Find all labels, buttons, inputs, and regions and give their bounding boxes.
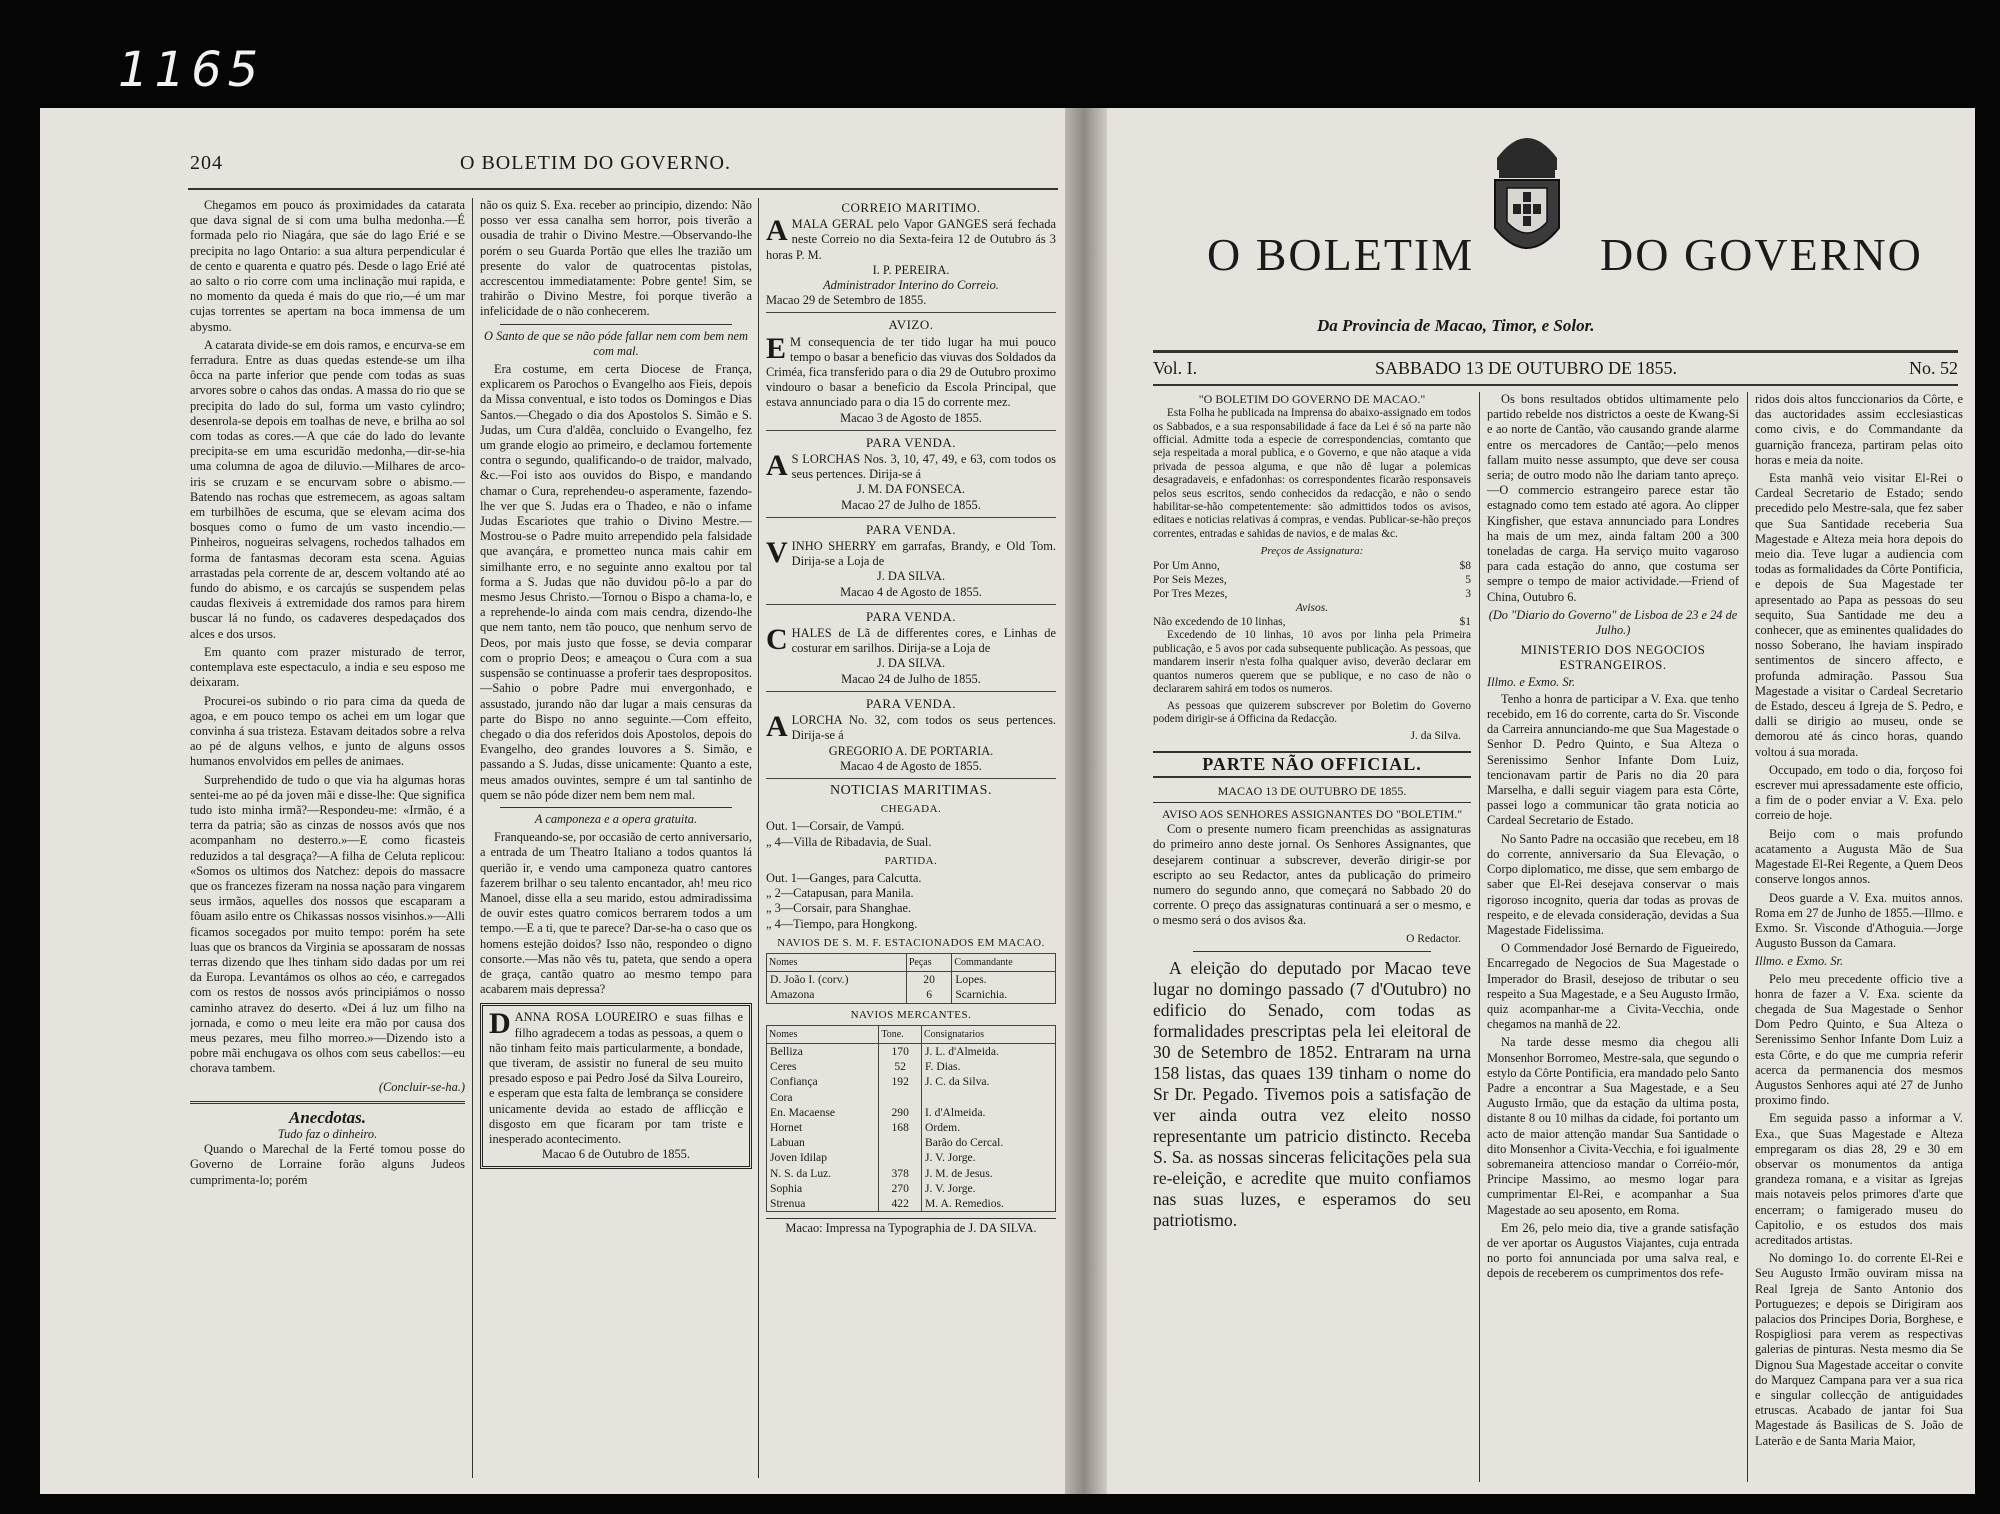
- price-value: $1: [1459, 616, 1471, 629]
- divider: [190, 1101, 465, 1104]
- paragraph: A catarata divide-se em dois ramos, e encurva-se em ferradura. Entre as duas quedas estende-se um ilha ôcca na parte inferior que pende com todas as suas arvores sobre o cahos das ondas. A massa do rio que se precipita do lado do sul, forma um vasto cylindro; desenrola-se depois em toalhas de neve, e brilha ao sol com todas as cores.—A que cáe do lado do levante precipita-se em uma escuridão medonha,—dir-se-hia uma columna de agoa de diluvio.—Milhares de arco-iris se cruzam e se encurvam sobre o abismo.—Batendo nas rochas que estremecem, as agoas saltam em turbilhões de escuma, que se elevam acima dos bosques como o fumo de um vasto incendio.—Pinheiros, nogueiras selvagens, rochedos talhados em forma de fantasmas decoram esta scena. Aguias arrastadas pela corrente de ar, descem voltando até ao fundo do abismo, e os carcajús se suspendem pelas caudas flexiveis á extremidade dos ramos para hirem buscar lá no fundo, os cadaveres despedaçados dos alces e dos ursos.: [190, 337, 465, 641]
- table-header: Consignatarios: [922, 1025, 1056, 1043]
- table-cell: 192: [879, 1074, 922, 1089]
- signature: O Redactor.: [1406, 932, 1461, 945]
- right-col-3: [1755, 392, 1963, 1492]
- section-title: PARTE NÃO OFFICIAL.: [1153, 751, 1471, 778]
- table-header: Nomes: [767, 953, 907, 971]
- section-heading: PARA VENDA.: [865, 521, 957, 537]
- table-cell: Joven Idilap: [767, 1150, 879, 1165]
- prices-title: Preços de Assignatura:: [1260, 545, 1364, 558]
- table-cell: Lopes.: [952, 972, 1056, 988]
- departure-line: „ 3—Corsair, para Shanghae.: [766, 901, 912, 916]
- paragraph: Era costume, em certa Diocese de França, explicarem os Parochos o Evangelho aos Fieis, depois da Missa conventual, e isto todos os Domingos e Dias Santos.—Chegado o dia dos Apostolos S. Simão e S. Judas, um Cura d'aldêa, concluido o Evangelho, fez um grande elogio ao primeiro, e declamou fortemente contra o segundo, qualificando-o de traidor, malvado, &c.—Foi isto aos ouvidos do Bispo, e mandando chamar o Cura, reprehendeu-o asperamente, fazendo-lhe ver que S. Judas era o Thadeo, e não o infame Judas Escariotes que trahio o Divino Mestre.—Mostrou-se o Padre muito arrependido pela falsidade que avançára, e prometteo nunca mais cahir em similhante erro, e no seguinte anno exaltou por tal forma a S. Judas que não duvidou pô-lo a par do mesmo Jesus Christo.—Tornou o Bispo a chama-lo, e a reprehende-lo ainda com mais cendra, dizendo-lhe que nem tanto, nem tão pouco, que nenhum servo de Deos, por mais justo que fosse, se devia comparar com o proprio Deos; e ameaçou o Cura com a sua suspensão se continuasse a proferir taes despropositos.—Sahio o pobre Padre mui envergonhado, e assustado, jurando não dar lugar a mais censuras da parte do Bispo no anno seguinte.—Com effeito, chegado o dia dos referidos dois Apostolos, depois do Evangelho, deo grandes louvores a S. Simão, e passando a S. Judas, disse unicamente: Quanto a este, meus amados ouvintes, sempre é um tal santinho de quem se não póde dizer nem bem nem mal.: [480, 362, 752, 802]
- signature-role: Administrador Interino do Correio.: [823, 278, 999, 293]
- masthead-title-left: O BOLETIM: [1207, 229, 1475, 280]
- paragraph: Esta Folha he publicada na Imprensa do abaixo-assignado em todos os Sabbados, e a sua responsabilidade á face da Lei é só na parte não official. Admitte toda a especie de correspondencias, comtanto que seja respeitada a moral publica, e o Governo, e que não ataque a vida privada de pessoa alguma, e que não dê lugar a polemicas desagradaveis, e enfadonhas: os correspondentes ficarão responsaveis pelos seus escritos, sendo conhecidos da redacção, e não o sendo habilitar-se-hão competentemente: são admittidos todos os avisos, editaes e noticias relativas á compras, e vendas. Publicar-se-hão preços correntes, entradas e sahidas de navios, e de malas &c.: [1153, 407, 1471, 540]
- price-list: [1153, 559, 1471, 629]
- arrival-line: Out. 1—Corsair, de Vampú.: [766, 819, 905, 834]
- paragraph: No Santo Padre na occasião que recebeu, em 18 do corrente, anniversario da Sua Elevação, o Corpo diplomatico, me disse, que sem embargo de saber que El-Rei desejava conservar o mais rigoroso incognito, queria dar todas as provas de respeito, e de elevada consideração, devidas a Sua Magestade Fidelissima.: [1487, 831, 1739, 937]
- aviso-title: AVISO AOS SENHORES ASSIGNANTES DO "BOLETIM.": [1161, 806, 1463, 821]
- macao-date: MACAO 13 DE OUTUBRO DE 1855.: [1153, 784, 1471, 803]
- royal-crest-icon: [1477, 118, 1577, 278]
- sale-notice: [766, 696, 1056, 779]
- departure-line: Out. 1—Ganges, para Calcutta.: [766, 870, 922, 885]
- table-cell: Hornet: [767, 1120, 879, 1135]
- sub-heading: CHEGADA.: [880, 803, 942, 816]
- table-cell: D. João I. (corv.): [767, 972, 907, 988]
- paragraph: ridos dois altos funccionarios da Côrte, e das auctoridades assim ecclesiasticas como civis, e do Commandante da guarnição franceza, partiram pelas oito horas e meia da noite.: [1755, 392, 1963, 467]
- salutation: Illmo. e Exmo. Sr.: [1487, 674, 1576, 689]
- table-cell: 168: [879, 1120, 922, 1135]
- column-rule: [1747, 392, 1748, 1482]
- table-row: [767, 1059, 1056, 1074]
- table-row: [767, 1105, 1056, 1120]
- table-cell: 170: [879, 1043, 922, 1059]
- table-row: [767, 1090, 1056, 1105]
- table-header: Tone.: [879, 1025, 922, 1043]
- notice-date: Macao 29 de Setembro de 1855.: [766, 293, 927, 308]
- issue-date: SABBADO 13 DE OUTUBRO DE 1855.: [1375, 358, 1678, 378]
- left-col-1: [190, 198, 465, 1488]
- drop-cap: A: [766, 710, 788, 744]
- table-row: [767, 987, 1056, 1003]
- avisos-label: Avisos.: [1295, 602, 1329, 615]
- departure-line: „ 4—Tiempo, para Hongkong.: [766, 916, 918, 931]
- table-cell: J. C. da Silva.: [922, 1074, 1056, 1089]
- notice-text: LORCHA No. 32, com todos os seus pertences. Dirija-se á: [791, 713, 1056, 743]
- table-cell: Sophia: [767, 1181, 879, 1196]
- paragraph: Os bons resultados obtidos ultimamente pelo partido rebelde nos districtos a oeste de Kwang-Si e ao norte de Cantão, vão causando grande alarme entre os mercadores de Cantão;—pelo menos fallam muito nesse assumpto, que deve ser cousa seria; de outro modo não lhe dariam tanto apreço.—O commercio estrangeiro parece estar tão estagnado como tem estado até agora. Ao clipper Kingfisher, que estava annunciado para Londres ha mais de um mez, ainda faltam 200 a 300 toneladas de carga. Ha serviço muito vagaroso para cada estação do anno, que costuma ser sempre o tempo de maior actividade.—Friend of China, Outubro 6.: [1487, 392, 1739, 604]
- table-cell: Ordem.: [922, 1120, 1056, 1135]
- table-row: [767, 1196, 1056, 1212]
- drop-cap: D: [489, 1007, 511, 1041]
- price-row: [1153, 615, 1471, 629]
- signature: J. M. DA FONSECA.: [856, 482, 966, 497]
- price-label: Por Um Anno,: [1153, 560, 1220, 573]
- story-title: O Santo de que se não póde fallar nem com bem nem com mal.: [484, 328, 748, 358]
- paragraph: Procurei-os subindo o rio para cima da queda de agoa, e em pouco tempo os achei em um logar que convinha á sua tristeza. Estavam deitados sobre a relva ao pé de alguns velhos, e junto de alguns ossos humanos envolvidos em pelles de animaes.: [190, 693, 465, 769]
- avisos-title: [1153, 601, 1471, 615]
- table-cell: Barão do Cercal.: [922, 1135, 1056, 1150]
- table-cell: En. Macaense: [767, 1105, 879, 1120]
- table-cell: Cora: [767, 1090, 879, 1105]
- price-label: Por Seis Mezes,: [1153, 574, 1227, 587]
- paragraph: Chegamos em pouco ás proximidades da catarata que dava signal de si com uma bulha medonha.—É formada pelo rio Niagára, que sáe do lago Erié e se precipita no lago Ontario: a sua altura perpendicular é de cento e quarenta e quatro pés. Desde o lago Erié até ao salto o rio corre com uma inclinação mui rapida, e no momento da queda é mais do que rio,—é um mar cujas torrentes se apertam na boca immensa de um abysmo.: [190, 198, 465, 334]
- table-cell: 422: [879, 1196, 922, 1212]
- masthead-rule: [1153, 350, 1958, 353]
- avizo-notice: [766, 317, 1056, 430]
- navy-table: [766, 953, 1056, 1004]
- notice-date: Macao 3 de Agosto de 1855.: [840, 410, 982, 425]
- table-cell: F. Dias.: [922, 1059, 1056, 1074]
- source-note: (Do "Diario do Governo" de Lisboa de 23 e 24 de Julho.): [1488, 607, 1738, 638]
- departure-line: „ 2—Catapusan, para Manila.: [766, 886, 914, 901]
- section-heading: PARA VENDA.: [865, 608, 957, 624]
- price-label: Por Tres Mezes,: [1153, 588, 1228, 601]
- table-header: Nomes: [767, 1025, 879, 1043]
- newspaper-spread: [40, 108, 1975, 1494]
- sale-notice: [766, 522, 1056, 605]
- table-cell: Strenua: [767, 1196, 879, 1212]
- paragraph: Tenho a honra de participar a V. Exa. que tenho recebido, em 16 do corrente, carta do Sr. Visconde da Carreira annunciando-me que Sua Magestade o Senhor D. Pedro Quinto, e Sua Alteza o Serenissimo Senhor Infante Dom Luiz, tencionavam partir de Paris no dia 20 para Marselha, e dalli seguir viagem para esta Côrte, passei logo a communicar tão grata noticia ao Cardeal Secretario de Estado.: [1487, 691, 1739, 828]
- imprint: Macao: Impressa na Typographia de J. DA SILVA.: [766, 1218, 1056, 1236]
- drop-cap: C: [766, 623, 788, 657]
- notice-text: S LORCHAS Nos. 3, 10, 47, 49, e 63, com todos os seus pertences. Dirija-se á: [791, 452, 1056, 482]
- table-cell: N. S. da Luz.: [767, 1166, 879, 1181]
- drop-cap: V: [766, 536, 788, 570]
- paragraph: Beijo com o mais profundo acatamento a Augusta Mão de Sua Magestade El-Rei Regente, a Quem Deos conserve longos annos.: [1755, 826, 1963, 887]
- signature: J. da Silva.: [1410, 730, 1461, 743]
- left-page: [40, 108, 1065, 1494]
- price-row: [1153, 559, 1471, 573]
- table-cell: [922, 1090, 1056, 1105]
- notice-text: HALES de Lã de differentes cores, e Linhas de costurar em sarilhos. Dirija-se a Loja de: [791, 626, 1056, 656]
- table-cell: I. d'Almeida.: [922, 1105, 1056, 1120]
- masthead-subtitle: Da Provincia de Macao, Timor, e Solor.: [1317, 316, 1595, 335]
- merchant-table: [766, 1025, 1056, 1212]
- table-cell: 270: [879, 1181, 922, 1196]
- section-heading: PARA VENDA.: [865, 434, 957, 450]
- masthead-title-right: DO GOVERNO: [1600, 229, 1923, 280]
- table-row: [767, 1074, 1056, 1089]
- drop-cap: A: [766, 214, 788, 248]
- table-cell: 6: [906, 987, 951, 1003]
- notice-text: M consequencia de ter tido lugar ha mui pouco tempo o basar a beneficio das viuvas dos Soldados da Criméa, fica transferido para o dia 29 de Outubro proximo vindouro o basar a beneficio da Escola Principal, que estava annunciado para o dia 15 do corrente mez.: [766, 334, 1056, 410]
- reel-number: 1165: [118, 42, 265, 98]
- drop-cap: A: [766, 449, 788, 483]
- notice-text: ANNA ROSA LOUREIRO e suas filhas e filho agradecem a todas as pessoas, a quem o não tinham feito mais particularmente, a bondade, que tiveram, de assistir no funeral de seu muito presado esposo e pai Pedro José da Silva Loureiro, e esperam que esta falta de lembrança se considere unicamente devida ao estado de afflicção e disgosto em que ficaram por tam triste e inesperado acontecimento.: [489, 1010, 743, 1146]
- sub-heading: NAVIOS DE S. M. F. ESTACIONADOS EM MACAO.: [777, 936, 1045, 949]
- volume: Vol. I.: [1153, 358, 1198, 378]
- sale-notice: [766, 609, 1056, 692]
- continued-note: (Concluir-se-ha.): [378, 1079, 465, 1094]
- left-col-3: [766, 196, 1056, 1486]
- price-value: $8: [1459, 560, 1471, 573]
- story-title: A camponeza e a opera gratuita.: [534, 811, 698, 826]
- election-article: [1153, 958, 1471, 1231]
- paragraph: Com o presente numero ficam preenchidas as assignaturas do primeiro anno deste jornal. Os Senhores Assignantes, que desejarem continuar a subscrever, deverão dirigir-se por escripto ao seu Redactor, antes da publicação do primeiro numero do segundo anno, que começará no Sabbado 20 do corrente. O preço das assignaturas continuará a ser o mesmo, e o mesmo será o dos avisos &a.: [1153, 822, 1471, 928]
- table-row: [767, 1150, 1056, 1165]
- left-col-2: [480, 198, 752, 1488]
- table-cell: Labuan: [767, 1135, 879, 1150]
- paragraph: Em quanto com prazer misturado de terror, contemplava este espectaculo, a india e seu esposo me deixaram.: [190, 644, 465, 690]
- notice-date: Macao 4 de Agosto de 1855.: [840, 584, 982, 599]
- paragraph: As pessoas que quizerem subscrever por Boletim do Governo podem dirigir-se á Officina da Redacção.: [1153, 699, 1471, 725]
- signature: I. P. PEREIRA.: [872, 262, 950, 277]
- table-cell: 52: [879, 1059, 922, 1074]
- paragraph: No domingo 1o. do corrente El-Rei e Seu Augusto Irmão ouviram missa na Real Igreja de Santo Antonio dos Portuguezes; e depois se Dirigiram aos palacios dos Principes Doria, Borghese, e Rospigliosi para verem as respectivas galerias de pinturas. Nesta mesmo dia Se Dignou Sua Magestade acceitar o convite do Marquez Campana para ver a sua rica e singular collecção de antiguidades etruscas. Acabado de jantar foi Sua Magestade ás Basilicas de S. João de Laterão e de Santa Maria Maior,: [1755, 1251, 1963, 1448]
- notice-text: MALA GERAL pelo Vapor GANGES será fechada neste Correio no dia Sexta-feira 12 de Outubro ás 3 horas P. M.: [766, 217, 1056, 262]
- column-rule: [758, 198, 759, 1478]
- notice-date: Macao 27 de Julho de 1855.: [841, 497, 981, 512]
- right-page: [1107, 108, 1975, 1494]
- price-row: [1153, 587, 1471, 601]
- paragraph: Esta manhã veio visitar El-Rei o Cardeal Secretario de Estado; sendo precedido pelo Mestre-sala, que fez saber que Sua Santidade receberia Sua Magestade e Alteza meia hora depois do meio dia. Teve lugar a audiencia com todas as formalidades da Côrte Pontificia, e depois de Sua Magestade ter apresentado ao Papa as pessoas do seu sequito, Sua Santidade me deu a conhecer, que as eminentes qualidades do nosso Soberano, lhe haviam inspirado sentimentos de sincero affecto, e profunda admiração. Passou Sua Magestade a visitar o Cardeal Secretario de Estado, desceu á Igreja de S. Pedro, e dalli se dirigio ao museu, onde se demorou até ás cinco horas, quando voltou á sua morada.: [1755, 471, 1963, 759]
- page-gutter: [1065, 108, 1107, 1494]
- paragraph: Excedendo de 10 linhas, 10 avos por linha pela Primeira publicação, e 5 avos por cada subsequente publicação. As pessoas, que mandarem inserir n'esta folha qualquer aviso, deverão declarar em quantos numeros querem que se publique, e no caso de não o declararem sahirá em todos os numeros.: [1153, 629, 1471, 696]
- table-cell: [879, 1150, 922, 1165]
- ministry-heading: MINISTERIO DOS NEGOCIOS ESTRANGEIROS.: [1520, 642, 1706, 673]
- arrival-line: „ 4—Villa de Ribadavia, de Sual.: [766, 834, 932, 849]
- table-cell: J. V. Jorge.: [922, 1181, 1056, 1196]
- table-cell: J. L. d'Almeida.: [922, 1043, 1056, 1059]
- paragraph: Franqueando-se, por occasião de certo anniversario, a entrada de um Theatro Italiano a todos quantos lá querião ir, e vendo uma camponeza quatro cantores fazerem brilhar o seu talento encantador, ah! meu rico Manoel, disse ella a seu marido, estou admiradissima de ouvir estes quatro comicos berrarem todos a um tempo.—E a ti, que te parece? Dar-se-ha o caso que os homens estejão doidos? Isso não, respondeo o digno consorte.—Mas não vês tu, pateta, que sendo a opera de graça, cantão quatro ao mesmo tempo para acabarem mais depressa?: [480, 830, 752, 997]
- paragraph: Pelo meu precedente officio tive a honra de fazer a V. Exa. sciente da chegada de Sua Magestade o Senhor Dom Pedro Quinto, e Sua Alteza o Serenissimo Senhor Infante Dom Luiz a esta Côrte, e do que me cumpria referir acerca da permanencia dos mesmos Augustos Senhores aqui até 27 de Junho proximo findo.: [1755, 971, 1963, 1108]
- dateline-rule: [1153, 384, 1958, 386]
- table-cell: Ceres: [767, 1059, 879, 1074]
- table-row: [767, 1120, 1056, 1135]
- funeral-notice: [480, 1003, 752, 1169]
- price-value: 3: [1465, 588, 1471, 601]
- running-head: O BOLETIM DO GOVERNO.: [460, 152, 731, 174]
- signature: J. DA SILVA.: [876, 569, 946, 584]
- table-row: [767, 972, 1056, 988]
- section-heading: AVIZO.: [888, 317, 934, 333]
- price-value: 5: [1465, 574, 1471, 587]
- mail-notice: [766, 200, 1056, 313]
- right-col-1: [1153, 392, 1471, 1492]
- notice-date: Macao 6 de Outubro de 1855.: [542, 1147, 690, 1162]
- paragraph: Quando o Marechal de la Ferté tomou posse do Governo de Lorraine forão alguns Judeos cumprimenta-lo; porém: [190, 1142, 465, 1187]
- sale-notice: [766, 435, 1056, 518]
- column-rule: [472, 198, 473, 1478]
- section-heading: PARA VENDA.: [865, 695, 957, 711]
- table-cell: 290: [879, 1105, 922, 1120]
- table-cell: 20: [906, 972, 951, 988]
- section-heading: CORREIO MARITIMO.: [841, 200, 981, 215]
- paragraph: Deos guarde a V. Exa. muitos annos. Roma em 27 de Junho de 1855.—Illmo. e Exmo. Sr. Visconde d'Athoguia.—Jorge Augusto Busson da Camara.: [1755, 890, 1963, 951]
- notice-text: INHO SHERRY em garrafas, Brandy, e Old Tom. Dirija-se a Loja de: [791, 539, 1056, 569]
- drop-cap: E: [766, 331, 787, 365]
- paragraph: O Commendador José Bernardo de Figueiredo, Encarregado de Negocios de Sua Magestade o Imperador do Brasil, desejoso de tributar o seu respeito a Sua Magestade, e a Seu Augusto Irmão, quiz acompanhar-me a Civita-Vecchia, onde chegamos na manhã de 22.: [1487, 941, 1739, 1032]
- anecdotes-title: Anecdotas.: [289, 1107, 366, 1127]
- column-rule: [1479, 392, 1480, 1482]
- notice-date: Macao 4 de Agosto de 1855.: [840, 758, 982, 773]
- table-header: Peças: [906, 953, 951, 971]
- paragraph: Em 26, pelo meio dia, tive a grande satisfação de ver aportar os Augustos Viajantes, cuja entrada no porto foi annunciada por uma salva real, e depois de receberem os cumprimentos dos refe-: [1487, 1220, 1739, 1281]
- divider: [500, 324, 732, 325]
- intro-title: "O BOLETIM DO GOVERNO DE MACAO.": [1198, 392, 1426, 406]
- paragraph: não os quiz S. Exa. receber ao principio, dizendo: Não posso ver essa canalha sem horror, pois tiverão a ousadia de trahir o Divino Mestre.—Observando-lhe porém o seu Guarda Portão que elles lhe trazião um presente do valor de quatrocentas pistolas, accrescentou immediatamente: Pobre gente! Sim, se trahirão o Divino Mestre, foi porque tiverão a infelicidade de o não conhecerem.: [480, 198, 752, 319]
- paragraph: Na tarde desse mesmo dia chegou alli Monsenhor Borromeo, Mestre-sala, que segundo o estylo da Côrte Pontificia, era mandado pelo Santo Padre a encontrar a Sua Magestade, e a Seu Augusto Irmão, que da estação da ultima posta, distante 8 ou 10 milhas da cidade, foi portanto um acto de maior attenção mandar Sua Santidade o dito Monsenhor a Civita-Vecchia, e foi igualmente sobremaneira attencioso mandar o Corréio-mór, Principe Massimo, ao mesmo logar para cumprimentar El-Rei, e acompanhar a Sua Magestade ao seu aposento, em Roma.: [1487, 1035, 1739, 1217]
- price-label: Não excedendo de 10 linhas,: [1153, 616, 1286, 629]
- divider: [500, 807, 732, 808]
- table-header: Commandante: [952, 953, 1056, 971]
- signature: GREGORIO A. DE PORTARIA.: [828, 743, 994, 758]
- paragraph: Surprehendido de tudo o que via ha algumas horas sentei-me ao pé da joven mãi e disse-lhe: Que significa tudo isto minha irmã?—Respondeu-me: «Irmão, é a terra da patria; são as cinzas de nossos avós que nos acompanham no desterro.»—E como ficasteis reduzidos a tal desgraça?—A filha de Celuta replicou: «Somos os ultimos dos Natchez: depois do massacre que os francezes fizeram na nossa nação para vingarem seus irmãos, aquelles dos nossos que escaparam a fôuam asilo entre os Chikassas nossos visinhos.»—Alli ficamos socegados por muito tempo: porém ha sete luas que os brancos da Virginia se apossaram de nossas terras dizendo que lhes tinham sido dadas por um rei da Europa. Levantámos os olhos ao céo, e carregados com os restos de nossos avós principiámos o nosso caminho atravez do deserto. «Dei á luz um filho na jornada, e como o meu leite era mão por causa dos meus pezares, meu filho morreo.»—Dizendo isto a pobre mãi enchugava os olhos com seus cabellos:—eu chorava tambem.: [190, 772, 465, 1076]
- table-row: [767, 1043, 1056, 1059]
- sub-heading: NAVIOS MERCANTES.: [850, 1008, 972, 1021]
- issue-number: No. 52: [1909, 358, 1958, 378]
- paragraph: Occupado, em todo o dia, forçoso foi escrever mui apressadamente este officio, a fim de o poder enviar a V. Exa. pelo correio de hoje.: [1755, 762, 1963, 823]
- table-cell: Scarnichia.: [952, 987, 1056, 1003]
- table-cell: J. M. de Jesus.: [922, 1166, 1056, 1181]
- table-row: [767, 1166, 1056, 1181]
- right-col-2: [1487, 392, 1739, 1492]
- table-row: [767, 1135, 1056, 1150]
- price-row: [1153, 573, 1471, 587]
- anecdote-subtitle: Tudo faz o dinheiro.: [277, 1126, 378, 1141]
- table-cell: 378: [879, 1166, 922, 1181]
- paragraph: Em seguida passo a informar a V. Exa., que Suas Magestade e Alteza empregaram os dias 28, 29 e 30 em observar os monumentos da antiga grandeza romana, e a visitar as Igrejas mais notaveis pelos primores d'arte que encerram; o famigerado museu do Capitolio, e os estudos dos mais acreditados artistas.: [1755, 1111, 1963, 1247]
- table-cell: Amazona: [767, 987, 907, 1003]
- table-cell: Belliza: [767, 1043, 879, 1059]
- salutation: Illmo. e Exmo. Sr.: [1755, 954, 1844, 969]
- section-heading: NOTICIAS MARITIMAS.: [830, 782, 992, 798]
- table-cell: [879, 1090, 922, 1105]
- table-cell: Confiança: [767, 1074, 879, 1089]
- signature: J. DA SILVA.: [876, 656, 946, 671]
- table-cell: J. V. Jorge.: [922, 1150, 1056, 1165]
- head-rule: [188, 188, 1058, 190]
- table-cell: M. A. Remedios.: [922, 1196, 1056, 1212]
- page-number: 204: [190, 152, 223, 174]
- sub-heading: PARTIDA.: [884, 854, 938, 867]
- divider: [1193, 951, 1431, 952]
- table-row: [767, 1181, 1056, 1196]
- table-cell: [879, 1135, 922, 1150]
- paragraph: A eleição do deputado por Macao teve lugar no domingo passado (7 d'Outubro) no edificio do Senado, com todas as formalidades prescriptas pela lei eleitoral de 30 de Setembro de 1852. Entraram na urna 158 listas, das quaes 139 tinham o nome do Sr Dr. Pegado. Tivemos pois a satisfação de ver ainda outra vez eleito nosso representante um patricio distincto. Receba S. Sa. as nossas sinceras felicitações pela sua re-eleição, e acredite que muito confiamos nas suas luzes, e esperamos do seu patriotismo.: [1153, 957, 1471, 1230]
- notice-date: Macao 24 de Julho de 1855.: [841, 671, 981, 686]
